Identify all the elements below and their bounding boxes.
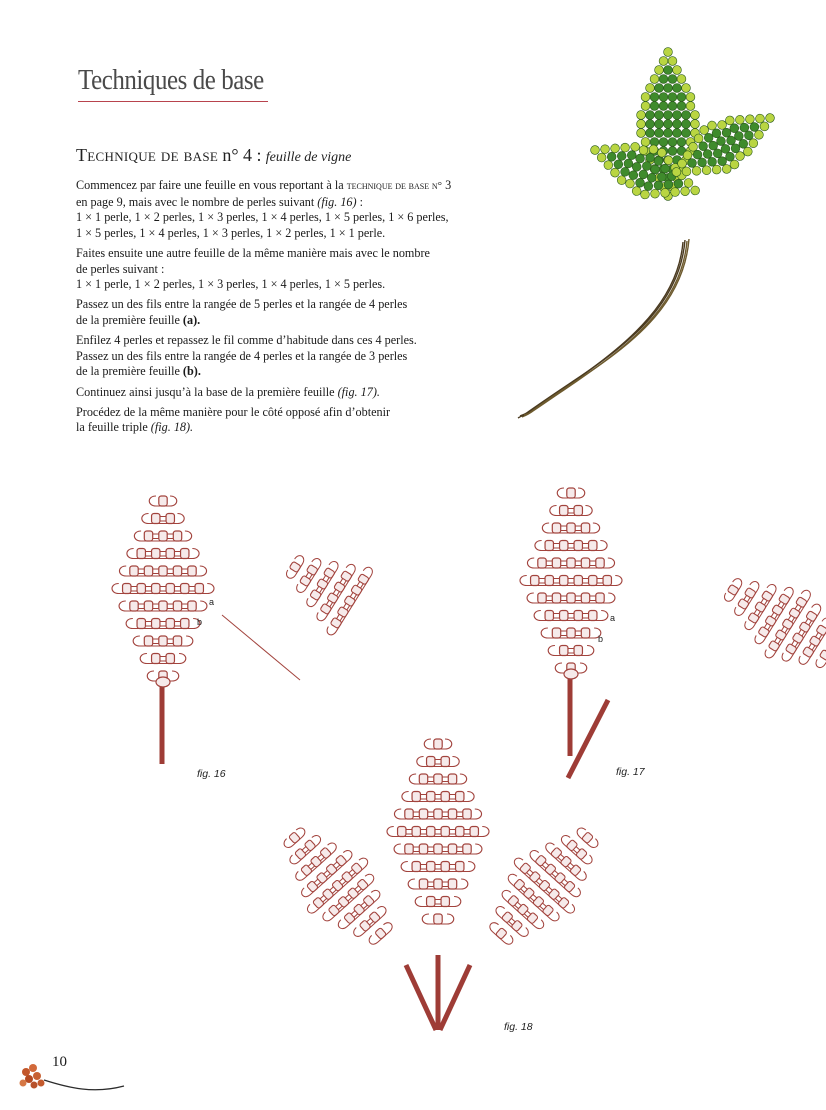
bead <box>320 603 332 614</box>
bead <box>347 887 359 899</box>
bead <box>434 774 442 784</box>
bead <box>548 888 560 900</box>
leaf <box>262 808 413 963</box>
bead <box>405 844 413 854</box>
bead <box>552 558 560 568</box>
leaf <box>469 808 620 963</box>
bead <box>306 881 318 893</box>
bead <box>448 809 456 819</box>
bead <box>564 881 576 893</box>
bead <box>144 636 152 646</box>
bead <box>552 628 560 638</box>
bead <box>589 541 597 551</box>
bead <box>166 654 174 664</box>
bead <box>152 654 160 664</box>
bead <box>434 809 442 819</box>
wire-loop <box>140 654 186 664</box>
bead <box>166 549 174 559</box>
bead <box>359 920 371 932</box>
bead <box>463 844 471 854</box>
wire-loop <box>415 897 461 907</box>
wire-loop <box>733 580 761 618</box>
stem <box>440 965 470 1030</box>
bead <box>470 827 478 837</box>
bead <box>554 872 566 884</box>
figure-17-caption: fig. 17 <box>616 766 645 778</box>
fig17-label-a: a <box>610 613 616 623</box>
bead <box>144 566 152 576</box>
bead <box>448 774 456 784</box>
bead <box>181 619 189 629</box>
bead <box>330 617 342 628</box>
bead <box>456 862 464 872</box>
wire-loop <box>548 646 594 656</box>
bead <box>495 927 507 939</box>
fig16-label-b: b <box>197 617 203 627</box>
bead <box>441 792 449 802</box>
bead <box>560 541 568 551</box>
bead <box>560 611 568 621</box>
bead <box>567 523 575 533</box>
bead <box>567 628 575 638</box>
bead <box>130 566 138 576</box>
bead <box>123 584 131 594</box>
bead <box>188 566 196 576</box>
bead <box>434 844 442 854</box>
bead <box>567 558 575 568</box>
technique-label: Technique de base <box>76 145 219 165</box>
figure-18-caption: fig. 18 <box>504 1021 533 1033</box>
bead <box>535 855 547 867</box>
bead <box>819 649 826 660</box>
bead <box>295 848 307 860</box>
bead <box>576 848 588 860</box>
bead <box>398 827 406 837</box>
bead <box>511 920 523 932</box>
bead <box>159 496 167 506</box>
bead <box>441 862 449 872</box>
bead <box>564 669 578 679</box>
bead <box>596 558 604 568</box>
wire-loop <box>417 757 459 767</box>
bead <box>173 601 181 611</box>
bead <box>166 584 174 594</box>
bead <box>570 864 582 876</box>
bead <box>130 601 138 611</box>
bead <box>320 847 332 859</box>
page-number: 10 <box>52 1054 67 1070</box>
bead <box>419 774 427 784</box>
bead <box>550 847 562 859</box>
bead <box>144 601 152 611</box>
bead <box>137 549 145 559</box>
figure-16-caption: fig. 16 <box>197 768 226 780</box>
bead <box>567 593 575 603</box>
bead <box>405 809 413 819</box>
bead <box>456 827 464 837</box>
bead <box>310 856 322 868</box>
bead <box>441 897 449 907</box>
bead <box>566 839 578 851</box>
bead <box>544 863 556 875</box>
bead <box>727 584 739 595</box>
bead <box>137 584 145 594</box>
bead <box>589 576 597 586</box>
leaf <box>387 739 489 924</box>
bead <box>173 566 181 576</box>
paragraph: Procédez de la même manière pour le côté opposé afin d’obtenir la feuille triple (fig. 18). <box>76 404 391 435</box>
bead <box>574 541 582 551</box>
bead <box>434 879 442 889</box>
bead <box>567 488 575 498</box>
bead <box>527 912 539 924</box>
bead <box>312 897 324 909</box>
bead <box>560 576 568 586</box>
paragraph: Commencez par faire une feuille en vous reportant à la technique de base n° 3 en page 9, mais avec le nombre de perles suivant (fig. 16) : 1 × 1 perle, 1 × 2 perles, 1 × 3 perles, 1 × 4 perles, 1 × 5 perles, 1 × 6 perles, 1 × 5 perles, 1 × 4 perles, 1 × 3 perles, 1 × 2 perles, 1 × 1 perle. <box>76 178 452 240</box>
bead <box>560 646 568 656</box>
bead <box>441 757 449 767</box>
figure-18-diagram <box>262 739 619 1030</box>
bead <box>441 827 449 837</box>
bead <box>545 611 553 621</box>
bead <box>419 844 427 854</box>
fig17-label-b: b <box>598 634 604 644</box>
stem <box>568 700 608 778</box>
paragraph: Continuez ainsi jusqu’à la base de la première feuille (fig. 17). <box>76 384 380 399</box>
bead <box>758 626 770 637</box>
bead <box>159 531 167 541</box>
bead <box>369 911 381 923</box>
bead <box>538 558 546 568</box>
bead <box>513 879 525 891</box>
bead <box>523 887 535 899</box>
bead <box>328 904 340 916</box>
bead <box>322 888 334 900</box>
decorative-beads-icon <box>14 1050 134 1100</box>
bead <box>152 549 160 559</box>
bead <box>412 827 420 837</box>
bead <box>338 896 350 908</box>
bead <box>419 809 427 819</box>
wire-loop <box>295 557 323 595</box>
figure-16-diagram <box>112 496 374 764</box>
leaf <box>708 554 826 694</box>
bead <box>181 549 189 559</box>
bead <box>542 904 554 916</box>
bead <box>316 872 328 884</box>
leaf <box>112 496 214 764</box>
leaf <box>520 488 622 756</box>
bead <box>603 576 611 586</box>
bead <box>412 862 420 872</box>
bead <box>326 863 338 875</box>
bead <box>173 531 181 541</box>
bead <box>558 897 570 909</box>
bead <box>289 832 301 844</box>
bead <box>412 792 420 802</box>
bead <box>344 912 356 924</box>
bead <box>159 636 167 646</box>
bead <box>299 575 311 586</box>
bead <box>144 531 152 541</box>
bead <box>533 896 545 908</box>
bead <box>166 514 174 524</box>
bead <box>538 880 550 892</box>
bead <box>159 601 167 611</box>
paragraph: Faites ensuite une autre feuille de la même manière mais avec le nombre de perles suivant : 1 × 1 perle, 1 × 2 perles, 1 × 3 perles, 1 × 4 perles, 1 × 5 perles. <box>76 245 430 292</box>
fig16-label-a: a <box>209 597 215 607</box>
bead <box>545 576 553 586</box>
bead <box>195 584 203 594</box>
bead <box>581 523 589 533</box>
bead <box>538 593 546 603</box>
bead <box>188 601 196 611</box>
bead <box>596 593 604 603</box>
bead <box>152 584 160 594</box>
bead <box>552 523 560 533</box>
wire-loop <box>550 506 592 516</box>
bead <box>507 895 519 907</box>
bead <box>785 643 797 654</box>
bead <box>560 506 568 516</box>
bead <box>335 855 347 867</box>
bead <box>152 514 160 524</box>
bead <box>427 757 435 767</box>
bead <box>173 636 181 646</box>
page-title: Techniques de base <box>78 64 264 96</box>
bead <box>545 541 553 551</box>
figure-17-diagram <box>520 488 826 778</box>
bead <box>802 646 814 657</box>
bead <box>581 558 589 568</box>
wire-loop <box>142 514 184 524</box>
bead <box>353 904 365 916</box>
bead <box>166 619 174 629</box>
bead <box>448 879 456 889</box>
bead <box>517 904 529 916</box>
bead <box>152 619 160 629</box>
bead <box>748 612 760 623</box>
paragraph: Passez un des fils entre la rangée de 5 perles et la rangée de 4 perles de la première feuille (a). <box>76 297 408 327</box>
bead <box>574 576 582 586</box>
bead <box>560 856 572 868</box>
bead <box>310 589 322 600</box>
bead <box>363 895 375 907</box>
leaf <box>270 531 374 636</box>
bead <box>137 619 145 629</box>
stem <box>406 965 436 1030</box>
bead <box>159 566 167 576</box>
paragraph: Enfilez 4 perles et repassez le fil comme d’habitude dans ces 4 perles. Passez un des fils entre la rangée de 4 perles et la rangée de 3 perles de la première feuille (b). <box>76 333 417 379</box>
bead <box>332 880 344 892</box>
bead <box>531 576 539 586</box>
bead <box>768 640 780 651</box>
bead <box>574 506 582 516</box>
bead <box>552 593 560 603</box>
bead <box>181 584 189 594</box>
bead <box>341 871 353 883</box>
bead <box>156 677 170 687</box>
bead <box>351 862 363 874</box>
technique-subtitle: feuille de vigne <box>265 150 352 165</box>
bead <box>289 561 301 572</box>
bead <box>300 864 312 876</box>
bead <box>574 611 582 621</box>
bead <box>427 897 435 907</box>
bead <box>529 871 541 883</box>
bead <box>357 879 369 891</box>
bead <box>427 827 435 837</box>
wire <box>222 615 300 680</box>
bead <box>427 792 435 802</box>
bead <box>448 844 456 854</box>
bead <box>419 879 427 889</box>
bead <box>737 598 749 609</box>
bead <box>456 792 464 802</box>
bead <box>434 914 442 924</box>
bead <box>375 927 387 939</box>
bead <box>582 832 594 844</box>
bead <box>589 611 597 621</box>
bead <box>519 862 531 874</box>
bead <box>304 839 316 851</box>
bead <box>427 862 435 872</box>
technique-number: n° 4 : <box>222 145 262 165</box>
bead <box>434 739 442 749</box>
bead <box>463 809 471 819</box>
bead <box>501 911 513 923</box>
bead <box>581 628 589 638</box>
bead <box>581 593 589 603</box>
bead <box>574 646 582 656</box>
